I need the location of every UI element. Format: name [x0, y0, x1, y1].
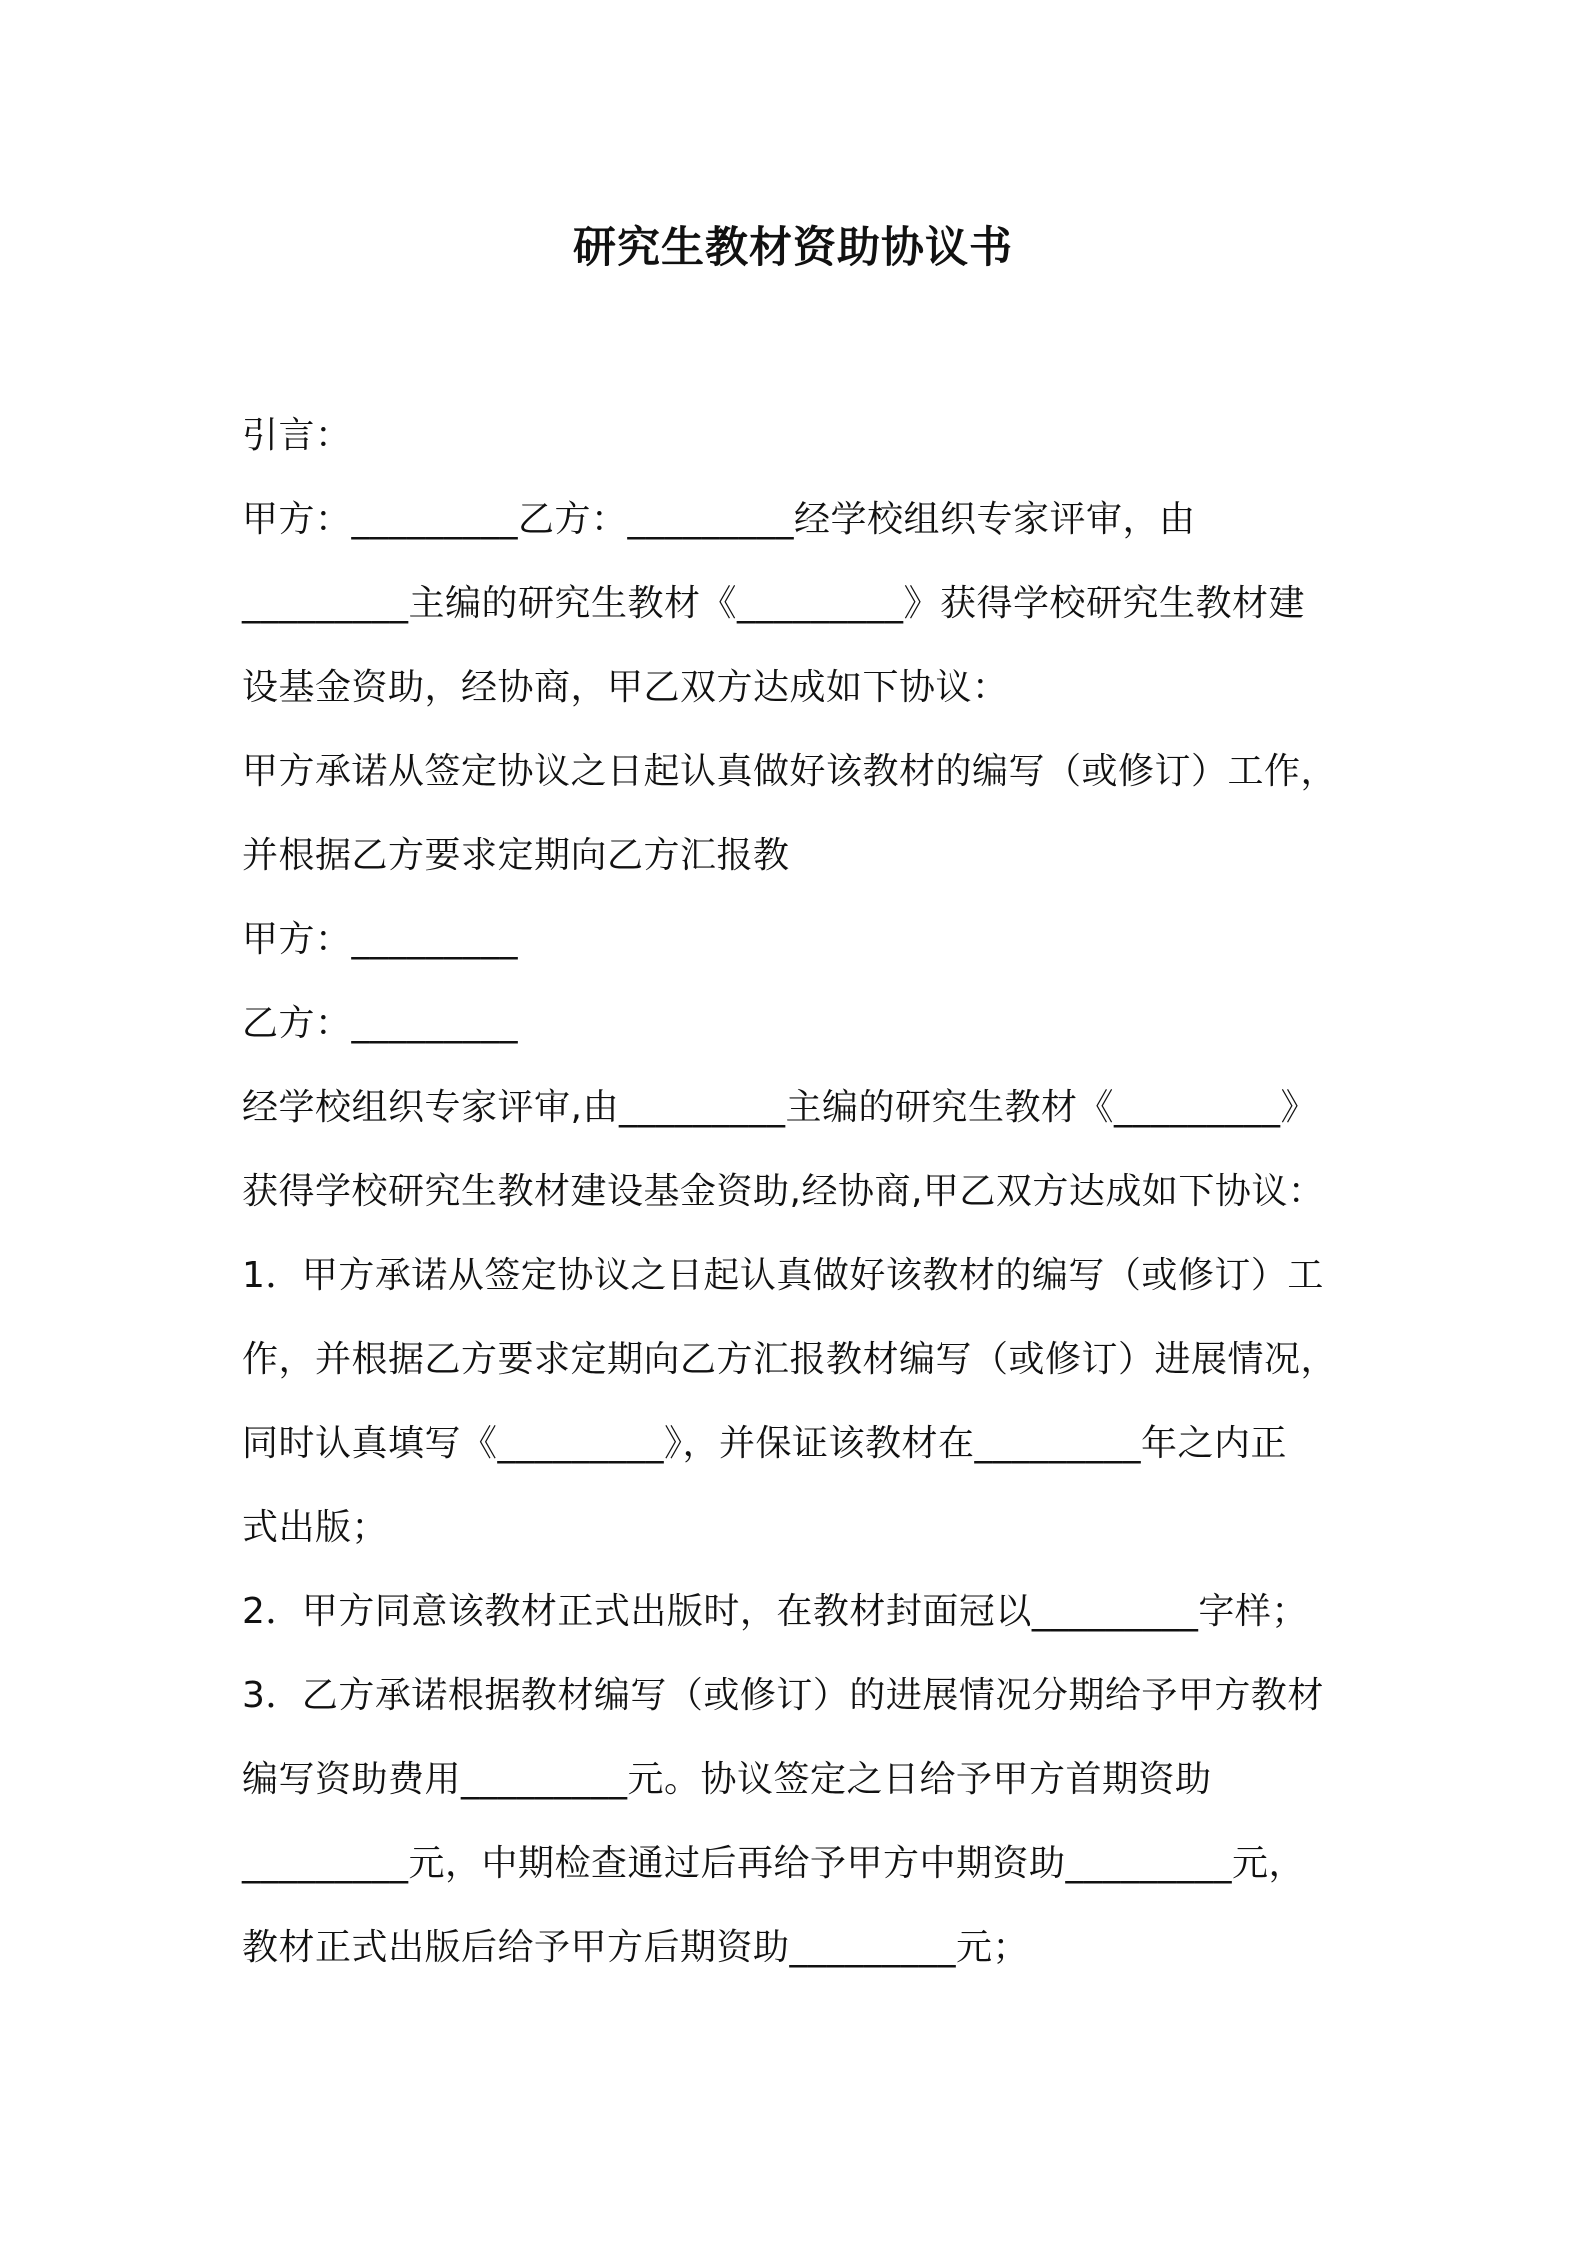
- party-b-line: 乙方：_________: [242, 1003, 519, 1044]
- clause-2-line: 2．甲方同意该教材正式出版时，在教材封面冠以_________字样；: [242, 1591, 1308, 1632]
- clause-1-line: 作，并根据乙方要求定期向乙方汇报教材编写（或修订）进展情况，: [242, 1339, 1338, 1380]
- clause-1-line: 1．甲方承诺从签定协议之日起认真做好该教材的编写（或修订）工: [242, 1255, 1324, 1296]
- party-a-line: 甲方：_________: [242, 919, 519, 960]
- clause-3-line: 编写资助费用_________元。协议签定之日给予甲方首期资助: [242, 1759, 1212, 1800]
- clause-1-line: 式出版；: [242, 1507, 389, 1548]
- intro-heading: 引言：: [242, 415, 352, 456]
- paragraph-line: 甲方：_________乙方：_________经学校组织专家评审，由: [242, 499, 1196, 540]
- clause-3-line: _________元，中期检查通过后再给予甲方中期资助_________元，: [242, 1843, 1306, 1884]
- paragraph-line: 甲方承诺从签定协议之日起认真做好该教材的编写（或修订）工作，: [242, 751, 1338, 792]
- paragraph-line: 获得学校研究生教材建设基金资助,经协商,甲乙双方达成如下协议：: [242, 1171, 1325, 1212]
- clause-3-line: 3．乙方承诺根据教材编写（或修订）的进展情况分期给予甲方教材: [242, 1675, 1324, 1716]
- clause-3-line: 教材正式出版后给予甲方后期资助_________元；: [242, 1927, 1030, 1968]
- paragraph-line: _________主编的研究生教材《_________》获得学校研究生教材建: [242, 583, 1306, 624]
- paragraph-line: 经学校组织专家评审,由_________主编的研究生教材《_________》: [242, 1087, 1317, 1128]
- clause-1-line: 同时认真填写《_________》，并保证该教材在_________年之内正: [242, 1423, 1288, 1464]
- paragraph-line: 并根据乙方要求定期向乙方汇报教: [242, 835, 790, 876]
- paragraph-line: 设基金资助，经协商，甲乙双方达成如下协议：: [242, 667, 1009, 708]
- document-title: 研究生教材资助协议书: [573, 223, 1013, 273]
